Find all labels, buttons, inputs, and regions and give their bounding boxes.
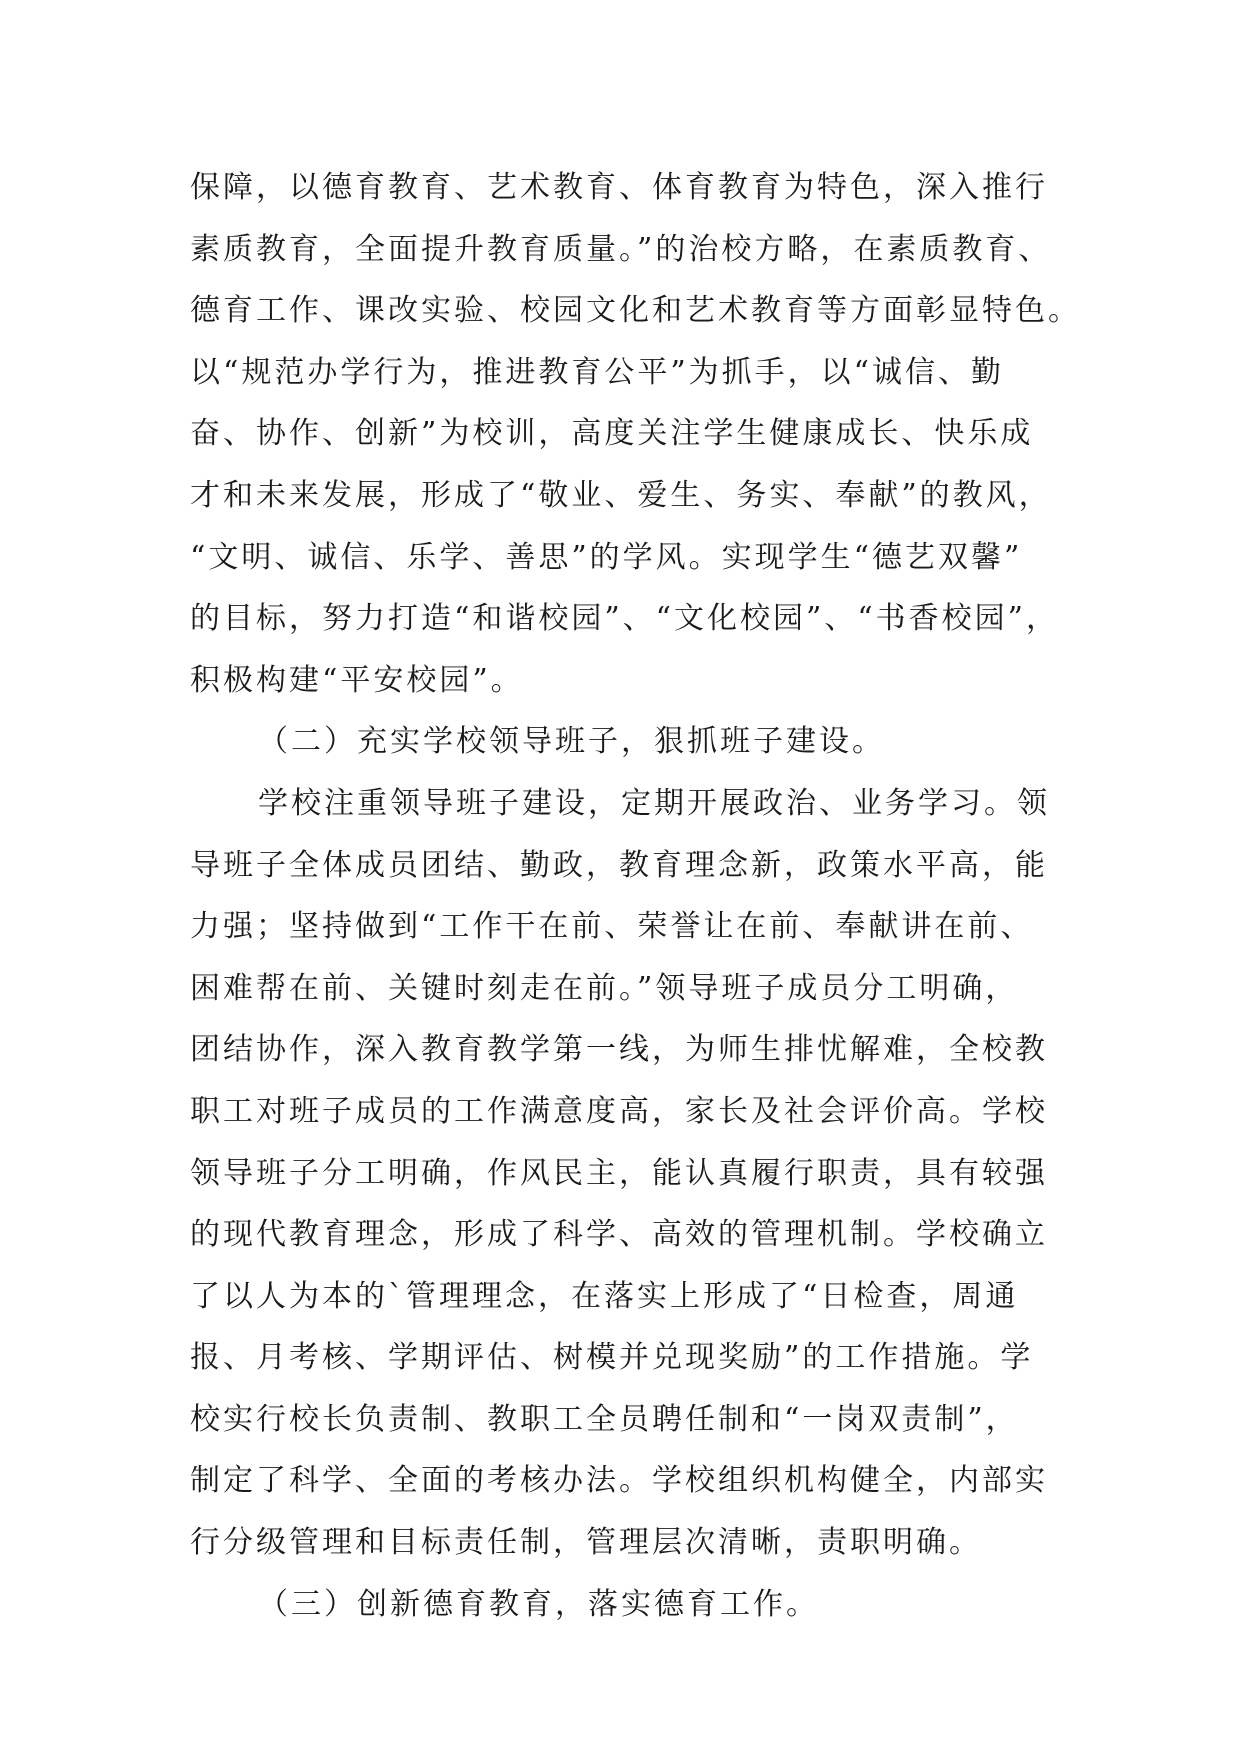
text-line: 的目标，努力打造“和谐校园”、“文化校园”、“书香校园”， <box>190 601 1060 637</box>
section-heading: （三）创新德育教育，落实德育工作。 <box>258 1586 819 1622</box>
text-line: 才和未来发展，形成了“敬业、爱生、务实、奉献”的教风， <box>190 477 1052 513</box>
text-line: 困难帮在前、关键时刻走在前。”领导班子成员分工明确， <box>190 970 1019 1006</box>
text-line: 领导班子分工明确，作风民主，能认真履行职责，具有较强 <box>190 1155 1048 1191</box>
text-line: 制定了科学、全面的考核办法。学校组织机构健全，内部实 <box>190 1463 1048 1499</box>
text-line: 奋、协作、创新”为校训，高度关注学生健康成长、快乐成 <box>190 416 1034 452</box>
section-heading: （二）充实学校领导班子，狠抓班子建设。 <box>258 724 885 760</box>
text-line: 导班子全体成员团结、勤政，教育理念新，政策水平高，能 <box>190 847 1048 883</box>
text-line: 团结协作，深入教育教学第一线，为师生排忧解难，全校教 <box>190 1032 1048 1068</box>
text-line: “文明、诚信、乐学、善思”的学风。实现学生“德艺双馨” <box>190 539 1023 575</box>
text-line: 以“规范办学行为，推进教育公平”为抓手，以“诚信、勤 <box>190 354 1005 390</box>
text-line: 学校注重领导班子建设，定期开展政治、业务学习。领 <box>258 785 1050 821</box>
text-line: 积极构建“平安校园”。 <box>190 662 524 698</box>
text-line: 保障，以德育教育、艺术教育、体育教育为特色，深入推行 <box>190 170 1048 205</box>
text-line: 校实行校长负责制、教职工全员聘任制和“一岗双责制”， <box>190 1401 1019 1437</box>
text-line: 了以人为本的`管理理念，在落实上形成了“日检查，周通 <box>190 1278 1019 1314</box>
text-line: 力强；坚持做到“工作干在前、荣誉让在前、奉献讲在前、 <box>190 909 1034 945</box>
text-line: 素质教育，全面提升教育质量。”的治校方略，在素质教育、 <box>190 231 1052 267</box>
text-line: 行分级管理和目标责任制，管理层次清晰，责职明确。 <box>190 1525 982 1561</box>
document-body <box>190 157 1081 1635</box>
text-line: 的现代教育理念，形成了科学、高效的管理机制。学校确立 <box>190 1217 1048 1253</box>
text-line: 德育工作、课改实验、校园文化和艺术教育等方面彰显特色。 <box>190 293 1081 329</box>
text-line: 报、月考核、学期评估、树模并兑现奖励”的工作措施。学 <box>190 1340 1034 1376</box>
text-line: 职工对班子成员的工作满意度高，家长及社会评价高。学校 <box>190 1093 1048 1129</box>
